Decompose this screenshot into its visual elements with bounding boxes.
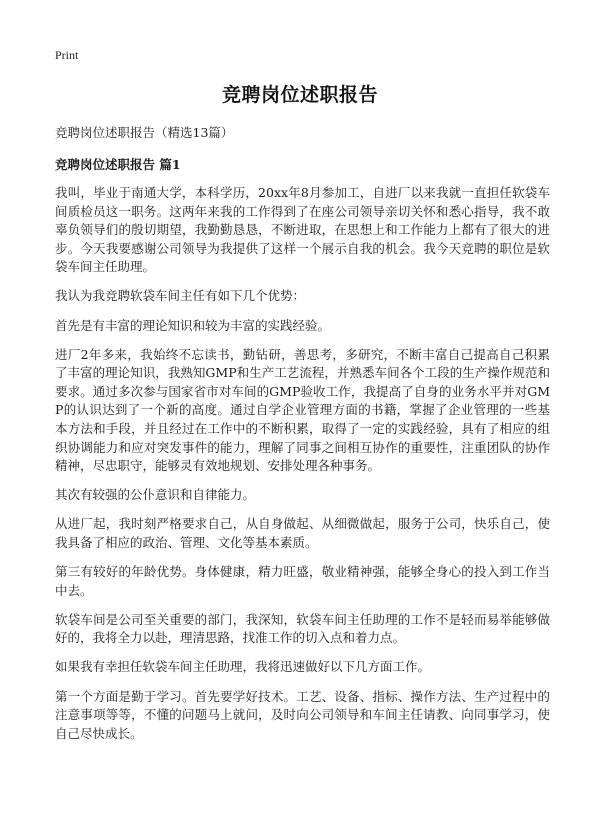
paragraph-advantage-3: 第三有较好的年龄优势。身体健康，精力旺盛，敬业精神强，能够全身心的投入到工作当中去。 — [55, 564, 550, 598]
document-title: 竞聘岗位述职报告 — [221, 84, 378, 106]
paragraph-department: 软袋车间是公司至关重要的部门，我深知，软袋车间主任助理的工作不是轻而易举能够做好的，我将全力以赴，理清思路，找准工作的切入点和着力点。 — [55, 611, 550, 646]
section-heading: 竞聘岗位述职报告 篇1 — [55, 157, 181, 172]
paragraph-advantage-1: 首先是有丰富的理论知识和较为丰富的实践经验。 — [55, 317, 331, 333]
paragraph-plan-1: 第一个方面是勤于学习。首先要学好技术。工艺、设备、指标、操作方法、生产过程中的注意事项等等，不懂的问题马上就问，及时向公司领导和车间主任请教、向同事学习，使自己尽快成长。 — [55, 688, 550, 741]
paragraph-advantages-lead: 我认为我竞聘软袋车间主任有如下几个优势： — [55, 288, 306, 304]
paragraph-intro: 我叫，毕业于南通大学，本科学历，20xx年8月参加工，自进厂以来我就一直担任软袋车间质检员这一职务。这两年来我的工作得到了在座公司领导亲切关怀和悉心指导，我不敢辜负领导们的殷切期望，我勤勤恳恳，不断进取，在思想上和工作能力上都有了很大的进步。今天我要感谢公司领导为我提供了这样一个展示自我的机会。我今天竞聘的职位是软袋车间主任助理。 — [55, 185, 550, 275]
paragraph-plan-lead: 如果我有幸担任软袋车间主任助理，我将迅速做好以下几方面工作。 — [55, 659, 431, 675]
paragraph-advantage-2: 其次有较强的公仆意识和自律能力。 — [55, 487, 256, 503]
document-subtitle: 竞聘岗位述职报告（精选13篇） — [55, 125, 234, 140]
paragraph-experience: 进厂2年多来，我始终不忘读书，勤钻研，善思考，多研究，不断丰富自己提高自己积累了丰富的理论知识，我熟知GMP和生产工艺流程，并熟悉车间各个工段的生产操作规范和要求。通过多次参与国家省市对车间的GMP验收工作，我提高了自身的业务水平并对GMP的认识达到了一个新的高度。通过自学企业管理方面的书籍，掌握了企业管理的一些基本方法和手段，并且经过在工作中的不断积累，取得了一定的实践经验，具有了相应的组织协调能力和应对突发事件的能力，理解了同事之间相互协作的重要性，注重团队的协作精神，尽忠职守，能够灵有效地规划、安排处理各种事务。 — [55, 346, 550, 474]
document-body — [55, 124, 550, 754]
paragraph-self-discipline: 从进厂起，我时刻严格要求自己，从自身做起、从细微做起，服务于公司，快乐自己，使我具备了相应的政治、管理、文化等基本素质。 — [55, 516, 550, 550]
print-link[interactable]: Print — [55, 48, 79, 62]
